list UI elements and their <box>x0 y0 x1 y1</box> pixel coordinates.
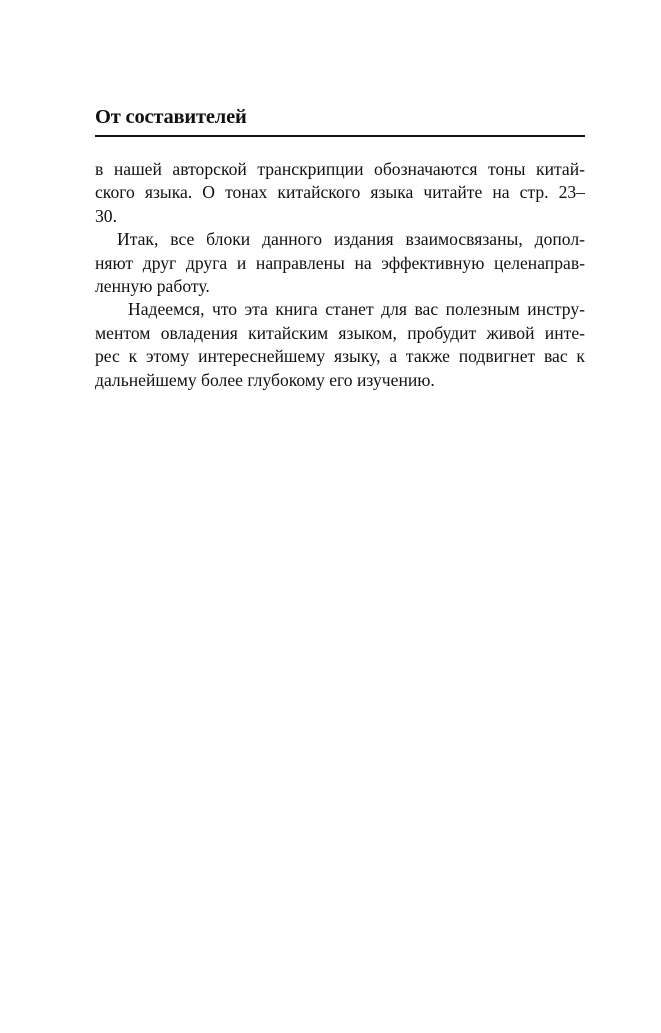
text-line: рес к этому интереснейшему языку, а также подвигнет вас к <box>95 346 585 367</box>
body-text <box>95 158 585 392</box>
text-line: ленную работу. <box>95 275 210 296</box>
text-line: в нашей авторской транскрипции обозначаются тоны китай- <box>95 159 585 179</box>
text-line: ментом овладения китайским языком, пробудит живой инте- <box>95 322 585 343</box>
text-line: Итак, все блоки данного издания взаимосвязаны, допол- <box>117 229 585 250</box>
text-line: Надеемся, что эта книга станет для вас полезным инстру- <box>128 299 585 320</box>
paragraph <box>95 158 585 228</box>
running-head <box>95 104 585 138</box>
text-line: 30. <box>95 205 117 226</box>
paragraph <box>95 298 585 392</box>
text-line: дальнейшему более глубокому его изучению. <box>95 369 435 390</box>
running-head-title: От составителей <box>95 106 247 128</box>
paragraph <box>95 228 585 298</box>
header-rule <box>95 135 585 137</box>
text-line: ского языка. О тонах китайского языка читайте на стр. 23– <box>95 182 585 203</box>
text-line: няют друг друга и направлены на эффективную целенаправ- <box>95 252 585 273</box>
